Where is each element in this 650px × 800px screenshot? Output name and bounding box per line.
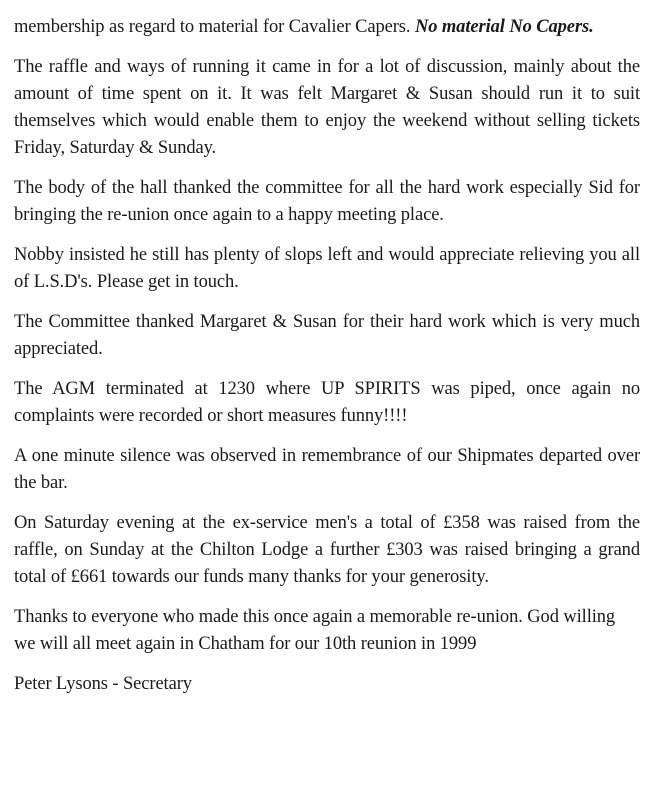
paragraph-committee-thanks: The Committee thanked Margaret & Susan for their hard work which is very much appreciated. [14,312,640,359]
signature-line: Peter Lysons - Secretary [14,674,192,694]
paragraph-raffle-total: On Saturday evening at the ex-service men's a total of £358 was raised from the raffle, on Sunday at the Chilton Lodge a further £303 was raised bringing a grand total of £661 towards our funds many thanks for your generosity. [14,513,640,587]
document-page [14,14,640,698]
paragraph-agm-terminated: The AGM terminated at 1230 where UP SPIRITS was piped, once again no complaints were recorded or short measures funny!!!! [14,379,640,426]
paragraph-closing-thanks: Thanks to everyone who made this once again a memorable re-union. God willing we will all meet again in Chatham for our 10th reunion in 1999 [14,607,616,654]
paragraph-nobby-slops: Nobby insisted he still has plenty of slops left and would appreciate relieving you all of L.S.D's. Please get in touch. [14,245,640,292]
emphasis-no-material: No material No Capers. [414,17,594,37]
paragraph-minute-silence: A one minute silence was observed in remembrance of our Shipmates departed over the bar. [14,446,640,493]
paragraph-raffle: The raffle and ways of running it came in for a lot of discussion, mainly about the amount of time spent on it. It was felt Margaret & Susan should run it to suit themselves which would enable them to enjoy the weekend without selling tickets Friday, Saturday & Sunday. [14,57,640,158]
paragraph-cavalier-capers [14,14,640,41]
paragraph-text: membership as regard to material for Cavalier Capers. [14,17,415,37]
paragraph-hall-thanks: The body of the hall thanked the committee for all the hard work especially Sid for bringing the re-union once again to a happy meeting place. [14,178,640,225]
